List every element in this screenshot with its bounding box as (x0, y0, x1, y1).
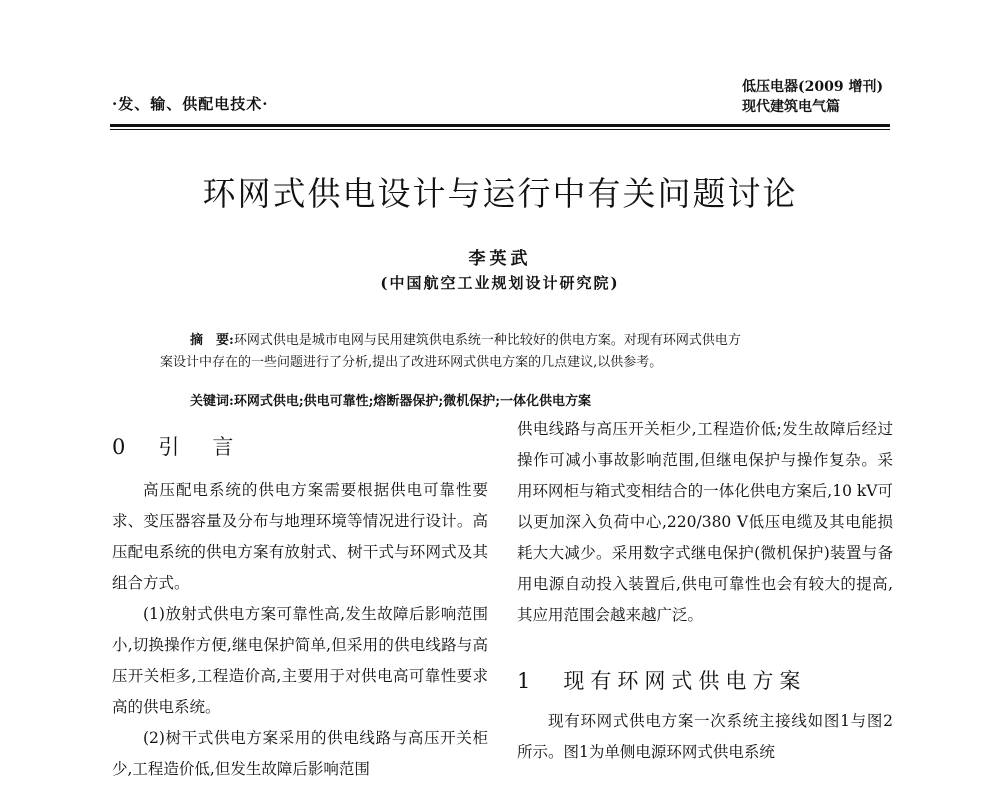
keywords-text: 环网式供电;供电可靠性;熔断器保护;微机保护;一体化供电方案 (233, 394, 592, 409)
keywords (190, 390, 850, 409)
paragraph: (2)树干式供电方案采用的供电线路与高压开关柜少,工程造价低,但发生故障后影响范围 (112, 729, 488, 778)
abstract-text-1: 环网式供电是城市电网与民用建筑供电系统一种比较好的供电方案。对现有环网式供电方 (233, 333, 741, 348)
header-rule-thin (110, 129, 890, 130)
journal-info (742, 77, 883, 117)
section-heading-1: 1 现有环网式供电方案 (517, 669, 807, 693)
paragraph: (1)放射式供电方案可靠性高,发生故障后影响范围小,切换操作方便,继电保护简单,但采用的供电线路与高压开关柜多,工程造价高,主要用于对供电高可靠性要求高的供电系统。 (112, 605, 488, 716)
abstract-label: 摘 要: (190, 333, 234, 348)
affiliation: (中国航空工业规划设计研究院) (380, 274, 620, 292)
paragraph: 现有环网式供电方案一次系统主接线如图1与图2所示。图1为单侧电源环网式供电系统 (517, 712, 893, 761)
abstract-line-1 (160, 330, 850, 352)
abstract-line-2: 案设计中存在的一些问题进行了分析,提出了改进环网式供电方案的几点建议,以供参考。 (160, 355, 663, 370)
section-heading-intro: 0 引 言 (112, 435, 240, 459)
right-column-continued (517, 706, 893, 768)
paragraph: 供电线路与高压开关柜少,工程造价低;发生故障后经过操作可减小事故影响范围,但继电保护与操作复杂。采用环网柜与箱式变相结合的一体化供电方案后,10 kV可以更加深入负荷中心,220/380 V低压电缆及其电能损耗大大减少。采用数字式继电保护(微机保护)装置与备用电源自动投入装置后,供电可靠性也会有较大的提高,其应用范围会越来越广泛。 (517, 420, 893, 624)
keywords-label: 关键词: (190, 394, 234, 409)
right-column (517, 414, 893, 631)
paragraph: 高压配电系统的供电方案需要根据供电可靠性要求、变压器容量及分布与地理环境等情况进行设计。高压配电系统的供电方案有放射式、树干式与环网式及其组合方式。 (112, 481, 488, 592)
abstract (160, 330, 850, 374)
journal-issue: 现代建筑电气篇 (742, 99, 840, 115)
paper-title: 环网式供电设计与运行中有关问题讨论 (202, 174, 798, 213)
journal-name: 低压电器(2009 增刊) (742, 79, 884, 95)
header-rule (110, 124, 890, 127)
column-label: ·发、输、供配电技术· (112, 95, 269, 113)
author: 李英武 (468, 249, 532, 269)
left-column (112, 475, 488, 785)
